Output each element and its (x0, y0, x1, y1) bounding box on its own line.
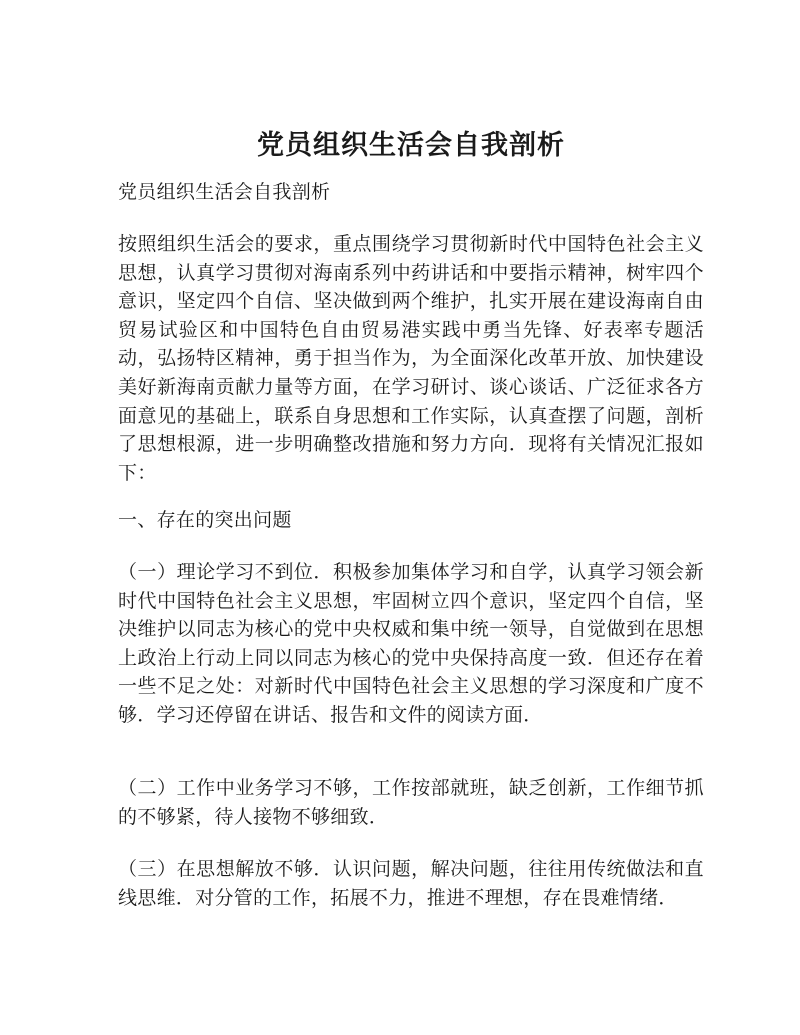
section-heading: 一、存在的突出问题 (118, 509, 292, 531)
problem-item-1: （一）理论学习不到位．积极参加集体学习和自学，认真学习领会新时代中国特色社会主义思想，牢固树立四个意识，坚定四个自信，坚决维护以同志为核心的党中央权威和集中统一领导，自觉做到在思想上政治上行动上同以同志为核心的党中央保持高度一致．但还存在着一些不足之处：对新时代中国特色社会主义思想的学习深度和广度不够．学习还停留在讲话、报告和文件的阅读方面． (118, 561, 704, 726)
intro-paragraph: 按照组织生活会的要求，重点围绕学习贯彻新时代中国特色社会主义思想，认真学习贯彻对海南系列中药讲话和中要指示精神，树牢四个意识，坚定四个自信、坚决做到两个维护，扎实开展在建设海南自由贸易试验区和中国特色自由贸易港实践中勇当先锋、好表率专题活动，弘扬特区精神，勇于担当作为，为全面深化改革开放、加快建设美好新海南贡献力量等方面，在学习研讨、谈心谈话、广泛征求各方面意见的基础上，联系自身思想和工作实际，认真查摆了问题，剖析了思想根源，进一步明确整改措施和努力方向．现将有关情况汇报如下： (118, 233, 704, 484)
problem-item-3: （三）在思想解放不够．认识问题，解决问题，往往用传统做法和直线思维．对分管的工作，拓展不力，推进不理想，存在畏难情绪． (118, 858, 704, 909)
document-subtitle: 党员组织生活会自我剖析 (118, 181, 331, 203)
document-title: 党员组织生活会自我剖析 (257, 130, 565, 162)
problem-item-2: （二）工作中业务学习不够，工作按部就班，缺乏创新，工作细节抓的不够紧，待人接物不够细致． (118, 777, 704, 828)
